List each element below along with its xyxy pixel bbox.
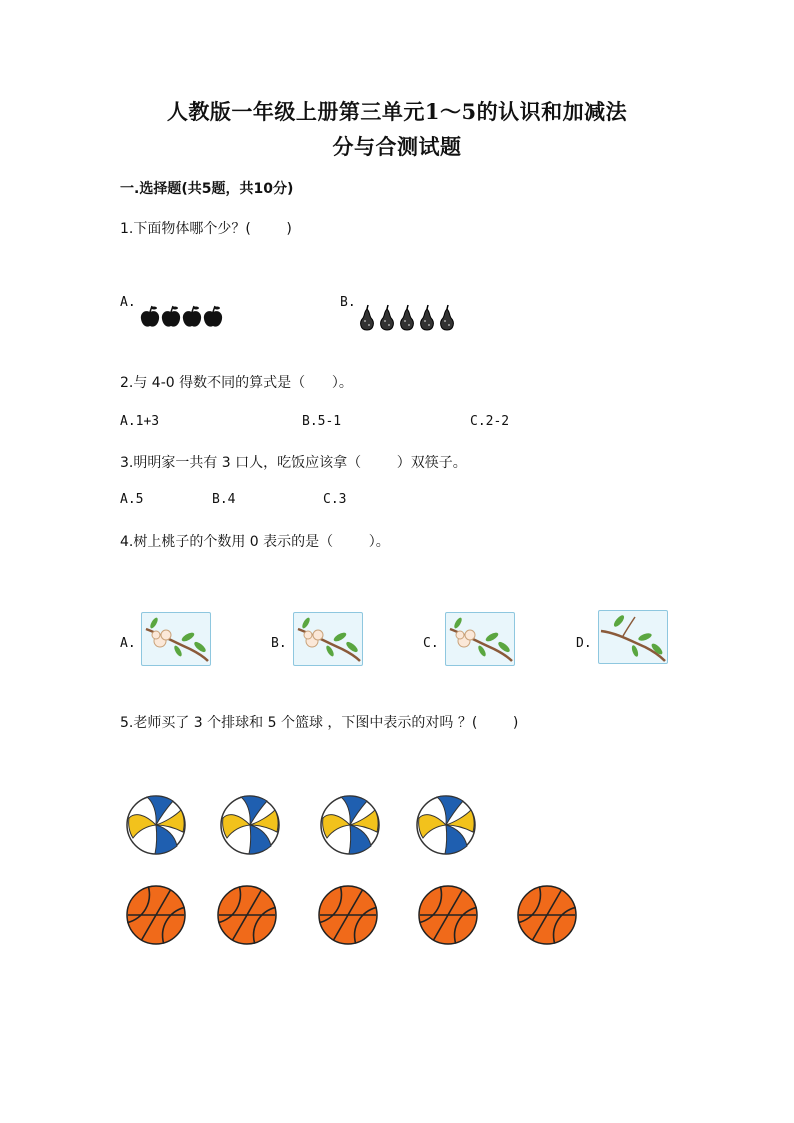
- q1-option-b-label[interactable]: B.: [340, 295, 356, 310]
- q1-pears: [358, 304, 460, 332]
- peach-branch-image-a[interactable]: [141, 612, 211, 666]
- apple-icon: [162, 306, 180, 327]
- peach-branch-image-b[interactable]: [293, 612, 363, 666]
- pear-icon-group: [358, 304, 460, 332]
- peach-branch-icon: [294, 613, 362, 665]
- basketball-icon: [216, 884, 278, 946]
- q4-option-c-label[interactable]: C.: [423, 636, 439, 651]
- q4-option-b-label[interactable]: B.: [271, 636, 287, 651]
- q1-option-a-label[interactable]: A.: [120, 295, 136, 310]
- question-4-text: 4.树上桃子的个数用 0 表示的是（ ）。: [120, 534, 390, 550]
- peach-branch-icon: [446, 613, 514, 665]
- apple-icon-group: [140, 305, 226, 329]
- basketball-icon: [125, 884, 187, 946]
- peach-branch-icon: [142, 613, 210, 665]
- peach-branch-image-c[interactable]: [445, 612, 515, 666]
- volleyball-icon: [125, 794, 187, 856]
- volleyball-icon: [319, 794, 381, 856]
- pear-icon: [421, 305, 434, 330]
- pear-icon: [441, 305, 454, 330]
- q1-apples: [140, 305, 226, 329]
- q2-option-a[interactable]: A.1+3: [120, 414, 160, 429]
- q3-option-c[interactable]: C.3: [323, 492, 347, 507]
- page-subtitle: 分与合测试题: [332, 134, 462, 159]
- basketball-icon: [417, 884, 479, 946]
- peach-branch-image-d[interactable]: [598, 610, 668, 664]
- bare-branch-icon: [599, 611, 667, 663]
- question-2-text: 2.与 4-0 得数不同的算式是（ ）。: [120, 375, 353, 391]
- q4-option-a-label[interactable]: A.: [120, 636, 136, 651]
- pear-icon: [401, 305, 414, 330]
- q2-option-c[interactable]: C.2-2: [470, 414, 510, 429]
- pear-icon: [361, 305, 374, 330]
- basketball-icon: [516, 884, 578, 946]
- apple-icon: [183, 306, 201, 327]
- section-heading: 一.选择题(共5题，共10分): [120, 181, 294, 197]
- question-3-text: 3.明明家一共有 3 口人，吃饭应该拿（ ）双筷子。: [120, 455, 467, 471]
- q4-option-d-label[interactable]: D.: [576, 636, 592, 651]
- volleyball-icon: [219, 794, 281, 856]
- question-5-text: 5.老师买了 3 个排球和 5 个篮球 ，下图中表示的对吗 ？( ): [120, 715, 519, 731]
- q2-option-b[interactable]: B.5-1: [302, 414, 342, 429]
- pear-icon: [381, 305, 394, 330]
- q3-option-b[interactable]: B.4: [212, 492, 236, 507]
- apple-icon: [141, 306, 159, 327]
- basketball-icon: [317, 884, 379, 946]
- page-title: 人教版一年级上册第三单元1～5的认识和加减法: [166, 99, 628, 124]
- apple-icon: [204, 306, 222, 327]
- q3-option-a[interactable]: A.5: [120, 492, 144, 507]
- question-1-text: 1.下面物体哪个少？( ): [120, 221, 292, 237]
- volleyball-icon: [415, 794, 477, 856]
